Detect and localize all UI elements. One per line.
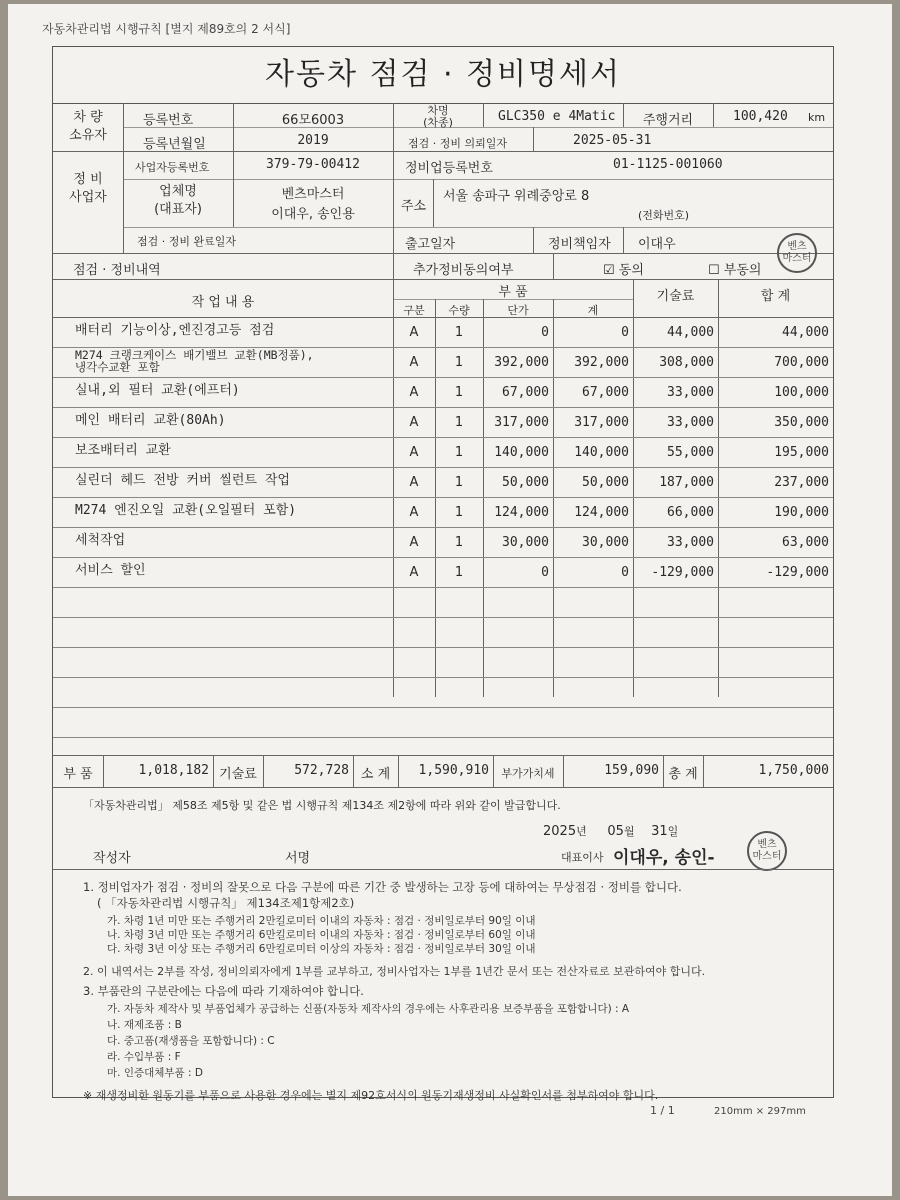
parts-total-label: 부 품	[63, 767, 93, 782]
note-1-b: 나. 차령 3년 미만 또는 주행거리 6만킬로미터 이내의 자동차 : 점검 · 정비일로부터 60일 이내	[107, 929, 536, 941]
paper-size: 210mm × 297mm	[714, 1106, 806, 1117]
document-title: 자동차 점검 · 정비명세서	[53, 47, 833, 104]
labor-total-label: 기술료	[219, 767, 257, 782]
table-row-sum: 392,000	[574, 355, 629, 370]
form-label: 자동차관리법 시행규칙 [별지 제89호의 2 서식]	[42, 22, 291, 36]
table-row-qty: 1	[454, 505, 464, 520]
checked-box-icon: ☑	[603, 263, 615, 278]
month-value: 05	[607, 824, 624, 839]
parts-total-value: 1,018,182	[138, 763, 209, 778]
table-row-labor: 33,000	[667, 385, 714, 400]
table-row-sum: 0	[621, 565, 629, 580]
table-row-sum: 30,000	[582, 535, 629, 550]
biz-no-value: 379-79-00412	[266, 157, 360, 172]
consent-agree-checkbox	[603, 259, 644, 278]
table-row-price: 30,000	[502, 535, 549, 550]
note-3: 3. 부품란의 구분란에는 다음에 따라 기재하여야 합니다.	[83, 984, 364, 998]
mileage-value: 100,420	[733, 109, 788, 124]
table-row-work: 세척작업	[75, 533, 126, 548]
shop-reg-label: 정비업등록번호	[405, 161, 493, 176]
reg-no-label: 등록번호	[143, 113, 194, 128]
table-row-work: 서비스 할인	[75, 563, 146, 578]
table-row-kind: A	[409, 565, 419, 580]
table-row-work: 메인 배터리 교환(80Ah)	[75, 413, 226, 428]
table-row-qty: 1	[454, 445, 464, 460]
sum-header: 계	[587, 304, 599, 317]
vat-value: 159,090	[604, 763, 659, 778]
total-header: 합 계	[760, 289, 791, 304]
table-row-labor: 187,000	[659, 475, 714, 490]
table-row-kind: A	[409, 535, 419, 550]
table-row-qty: 1	[454, 325, 464, 340]
grand-total-value: 1,750,000	[758, 763, 829, 778]
table-row-total: 195,000	[774, 445, 829, 460]
table-row-price: 50,000	[502, 475, 549, 490]
table-row-sum: 124,000	[574, 505, 629, 520]
model-label: 차명 (차종)	[423, 104, 453, 129]
sign-label: 서명	[285, 851, 311, 866]
page-number: 1 / 1	[650, 1104, 675, 1117]
subtotal-label: 소 계	[360, 767, 391, 782]
company-label: 업체명 (대표자)	[154, 184, 202, 217]
note-3-c: 다. 중고품(재생품을 포함합니다) : C	[107, 1035, 275, 1047]
note-1-a: 가. 차령 1년 미만 또는 주행거리 2만킬로미터 이내의 자동차 : 점검 · 정비일로부터 90일 이내	[107, 915, 536, 927]
year-unit: 년	[576, 825, 587, 838]
table-row-kind: A	[409, 475, 419, 490]
ceo-seal-stamp: 벤츠 마스터	[747, 831, 787, 871]
table-row-total: 63,000	[782, 535, 829, 550]
mileage-unit: km	[808, 111, 826, 124]
table-row-labor: 33,000	[667, 415, 714, 430]
table-row-sum: 50,000	[582, 475, 629, 490]
table-row-total: 44,000	[782, 325, 829, 340]
ceo-signature: 이대우, 송인-	[613, 848, 715, 868]
note-1-c: 다. 차령 3년 이상 또는 주행거리 6만킬로미터 이상의 자동차 : 점검 · 정비일로부터 30일 이내	[107, 943, 536, 955]
table-row-price: 0	[541, 325, 549, 340]
table-row-work: 보조배터리 교환	[75, 443, 171, 458]
writer-label: 작성자	[93, 851, 131, 866]
request-date-label: 점검 · 정비 의뢰일자	[408, 137, 507, 150]
table-row-sum: 67,000	[582, 385, 629, 400]
issue-statement: 「자동차관리법」 제58조 제5항 및 같은 법 시행규칙 제134조 제2항에 따라 위와 같이 발급합니다.	[83, 799, 561, 812]
shop-reg-value: 01-1125-001060	[613, 157, 723, 172]
table-row-total: 190,000	[774, 505, 829, 520]
details-label: 점검 · 정비내역	[73, 263, 161, 278]
table-row-sum: 317,000	[574, 415, 629, 430]
table-row-sum: 0	[621, 325, 629, 340]
note-1: 1. 정비업자가 점검 · 정비의 잘못으로 다음 구분에 따른 기간 중 발생하는 고장 등에 대하여는 무상점검 · 정비를 합니다.	[83, 880, 682, 894]
table-row-work: M274 엔진오일 교환(오일필터 포함)	[75, 503, 297, 518]
manager-label: 정비책임자	[548, 237, 611, 252]
rep-value: 이대우, 송인용	[271, 207, 355, 222]
consent-label: 추가정비동의여부	[413, 263, 514, 278]
note-3-e: 마. 인증대체부품 : D	[107, 1067, 203, 1079]
kind-header: 구분	[403, 304, 425, 317]
table-row-work: M274 크랭크케이스 배기밸브 교환(MB정품), 냉각수교환 포함	[75, 348, 314, 374]
address-value: 서울 송파구 위례중앙로 8	[443, 189, 590, 204]
table-row-qty: 1	[454, 415, 464, 430]
reg-no-value: 66모6003	[281, 113, 345, 128]
table-row-work: 배터리 기능이상,엔진경고등 점검	[75, 323, 275, 338]
table-row-sum: 140,000	[574, 445, 629, 460]
table-row-kind: A	[409, 385, 419, 400]
shop-section-label: 정 비 사업자	[69, 172, 107, 205]
work-header: 작 업 내 용	[191, 295, 255, 310]
table-row-labor: 55,000	[667, 445, 714, 460]
table-row-kind: A	[409, 355, 419, 370]
table-row-qty: 1	[454, 535, 464, 550]
table-row-kind: A	[409, 415, 419, 430]
model-value: GLC350 e 4Matic	[498, 109, 616, 124]
reg-year-label: 등록년월일	[143, 137, 206, 152]
vat-label: 부가가치세	[501, 767, 555, 780]
note-2: 2. 이 내역서는 2부를 작성, 정비의뢰자에게 1부를 교부하고, 정비사업자는 1부를 1년간 문서 또는 전산자료로 보관하여야 합니다.	[83, 965, 706, 978]
mileage-label: 주행거리	[642, 113, 694, 128]
note-3-a: 가. 자동차 제작사 및 부품업체가 공급하는 신품(자동차 제작사의 경우에는 사후관리용 보증부품을 포함합니다) : A	[107, 1003, 630, 1015]
table-row-work: 실린더 헤드 전방 커버 씰런트 작업	[75, 473, 290, 488]
table-row-work: 실내,외 필터 교환(에프터)	[75, 383, 240, 398]
owner-section-label: 차 량 소유자	[69, 110, 107, 143]
table-row-qty: 1	[454, 475, 464, 490]
day-unit: 일	[667, 825, 679, 838]
table-row-labor: -129,000	[651, 565, 714, 580]
table-row-price: 392,000	[494, 355, 549, 370]
table-row-labor: 33,000	[667, 535, 714, 550]
table-row-qty: 1	[454, 355, 464, 370]
table-row-labor: 308,000	[659, 355, 714, 370]
table-row-total: 237,000	[774, 475, 829, 490]
table-row-qty: 1	[454, 565, 464, 580]
table-row-total: 700,000	[774, 355, 829, 370]
table-row-price: 124,000	[494, 505, 549, 520]
phone-label: (전화번호)	[638, 209, 690, 222]
price-header: 단가	[507, 304, 529, 317]
year-value: 2025	[543, 824, 577, 839]
table-row-price: 0	[541, 565, 549, 580]
complete-date-label: 점검 · 정비 완료일자	[137, 235, 236, 248]
parts-header: 부 품	[498, 285, 528, 300]
labor-total-value: 572,728	[294, 763, 349, 778]
table-row-kind: A	[409, 505, 419, 520]
table-row-price: 317,000	[494, 415, 549, 430]
table-row-kind: A	[409, 325, 419, 340]
table-row-kind: A	[409, 445, 419, 460]
table-row-labor: 44,000	[667, 325, 714, 340]
agree-label: 동의	[618, 263, 644, 278]
empty-box-icon: ☐	[708, 263, 720, 278]
table-row-total: -129,000	[766, 565, 829, 580]
address-label: 주소	[401, 199, 427, 214]
subtotal-value: 1,590,910	[418, 763, 489, 778]
table-row-total: 100,000	[774, 385, 829, 400]
qty-header: 수량	[448, 304, 470, 317]
note-1-ref: ( 「자동차관리법 시행규칙」 제134조제1항제2호)	[97, 896, 355, 910]
table-row-price: 67,000	[502, 385, 549, 400]
request-date-value: 2025-05-31	[573, 133, 652, 148]
company-value: 벤츠마스터	[281, 187, 345, 202]
table-row-qty: 1	[454, 385, 464, 400]
disagree-label: 부동의	[723, 263, 762, 278]
day-value: 31	[651, 824, 668, 839]
release-date-label: 출고일자	[405, 237, 456, 252]
company-seal-stamp: 벤츠 마스터	[777, 233, 817, 273]
table-row-price: 140,000	[494, 445, 549, 460]
issue-date	[543, 823, 678, 839]
note-3-d: 라. 수입부품 : F	[107, 1051, 181, 1063]
invoice-form	[52, 46, 834, 1102]
document-paper	[8, 4, 892, 1196]
note-remark: ※ 재생정비한 원동기를 부품으로 사용한 경우에는 별지 제92호서식의 원동기재생정비 사실확인서를 첨부하여야 합니다.	[83, 1089, 659, 1102]
labor-header: 기술료	[656, 289, 695, 304]
month-unit: 월	[623, 825, 635, 838]
note-3-b: 나. 재제조품 : B	[107, 1019, 182, 1031]
ceo-label: 대표이사	[561, 851, 604, 864]
table-row-total: 350,000	[774, 415, 829, 430]
manager-value: 이대우	[638, 237, 676, 252]
reg-year-value: 2019	[297, 133, 329, 148]
table-row-labor: 66,000	[667, 505, 714, 520]
consent-disagree-checkbox	[708, 259, 761, 278]
biz-no-label: 사업자등록번호	[135, 161, 210, 174]
grand-total-label: 총 계	[668, 767, 698, 782]
